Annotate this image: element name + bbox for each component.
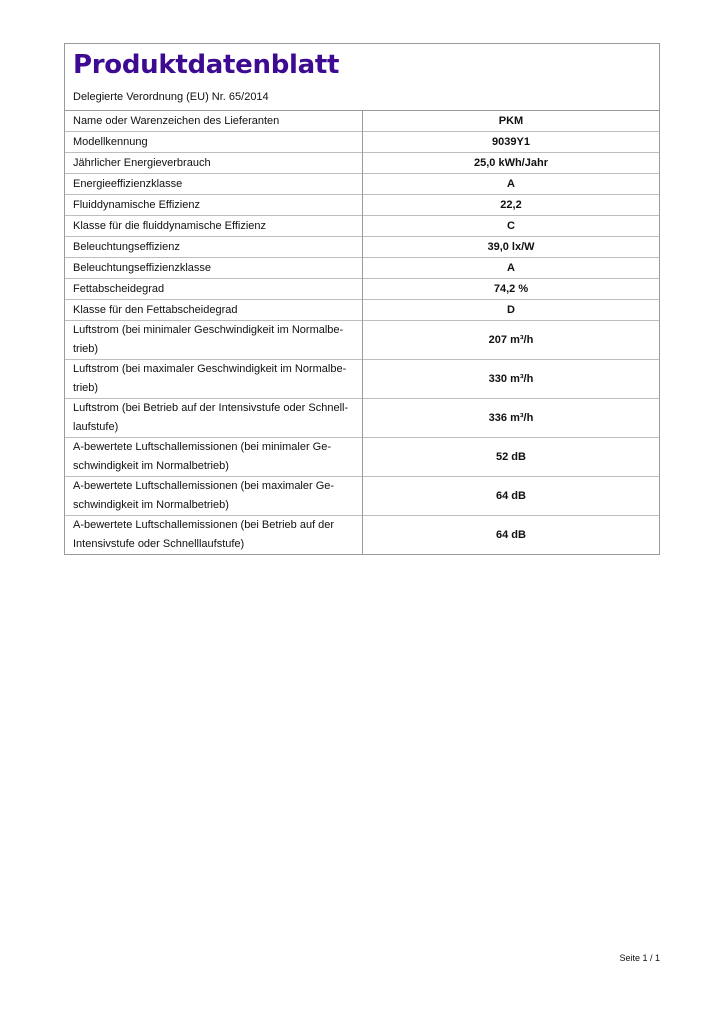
table-row	[65, 360, 659, 399]
table-row	[65, 111, 659, 132]
table-row	[65, 132, 659, 153]
row-value: 64 dB	[363, 516, 660, 555]
row-value: A	[363, 174, 660, 195]
row-value: 330 m³/h	[363, 360, 660, 399]
row-value: 22,2	[363, 195, 660, 216]
row-label: A-bewertete Luftschallemissionen (bei minimaler Ge- schwindigkeit im Normalbetrieb)	[65, 438, 363, 477]
table-row	[65, 279, 659, 300]
table-row	[65, 477, 659, 516]
table-row	[65, 399, 659, 438]
row-label: Beleuchtungseffizienz	[65, 237, 363, 258]
table-row	[65, 195, 659, 216]
row-value: 207 m³/h	[363, 321, 660, 360]
row-label: Modellkennung	[65, 132, 363, 153]
row-label: Name oder Warenzeichen des Lieferanten	[65, 111, 363, 132]
row-value: A	[363, 258, 660, 279]
row-label: A-bewertete Luftschallemissionen (bei Betrieb auf der Intensivstufe oder Schnelllaufstufe)	[65, 516, 363, 555]
row-value: 64 dB	[363, 477, 660, 516]
row-label: Beleuchtungseffizienzklasse	[65, 258, 363, 279]
row-value: 25,0 kWh/Jahr	[363, 153, 660, 174]
row-label: Energieeffizienzklasse	[65, 174, 363, 195]
table-row	[65, 258, 659, 279]
row-label: Fluiddynamische Effizienz	[65, 195, 363, 216]
table-row	[65, 516, 659, 555]
table-row	[65, 321, 659, 360]
row-label: Jährlicher Energieverbrauch	[65, 153, 363, 174]
row-value: 74,2 %	[363, 279, 660, 300]
row-label: Luftstrom (bei maximaler Geschwindigkeit im Normalbe- trieb)	[65, 360, 363, 399]
row-value: 52 dB	[363, 438, 660, 477]
data-table	[65, 111, 659, 554]
table-row	[65, 438, 659, 477]
table-row	[65, 174, 659, 195]
row-label: Luftstrom (bei Betrieb auf der Intensivstufe oder Schnell- laufstufe)	[65, 399, 363, 438]
row-value: C	[363, 216, 660, 237]
table-row	[65, 237, 659, 258]
row-label: Klasse für die fluiddynamische Effizienz	[65, 216, 363, 237]
row-value: 9039Y1	[363, 132, 660, 153]
row-label: Fettabscheidegrad	[65, 279, 363, 300]
row-label: Klasse für den Fettabscheidegrad	[65, 300, 363, 321]
regulation-subtitle: Delegierte Verordnung (EU) Nr. 65/2014	[73, 91, 269, 103]
table-row	[65, 153, 659, 174]
table-row	[65, 216, 659, 237]
sheet-header	[65, 44, 659, 111]
row-label: Luftstrom (bei minimaler Geschwindigkeit im Normalbe- trieb)	[65, 321, 363, 360]
row-value: D	[363, 300, 660, 321]
product-data-sheet	[64, 43, 660, 555]
page-number: Seite 1 / 1	[619, 953, 660, 963]
row-value: PKM	[498, 115, 524, 127]
row-label: A-bewertete Luftschallemissionen (bei maximaler Ge- schwindigkeit im Normalbetrieb)	[65, 477, 363, 516]
row-value: 39,0 lx/W	[363, 237, 660, 258]
row-value: 336 m³/h	[363, 399, 660, 438]
table-row	[65, 300, 659, 321]
page-title: Produktdatenblatt	[73, 50, 340, 80]
